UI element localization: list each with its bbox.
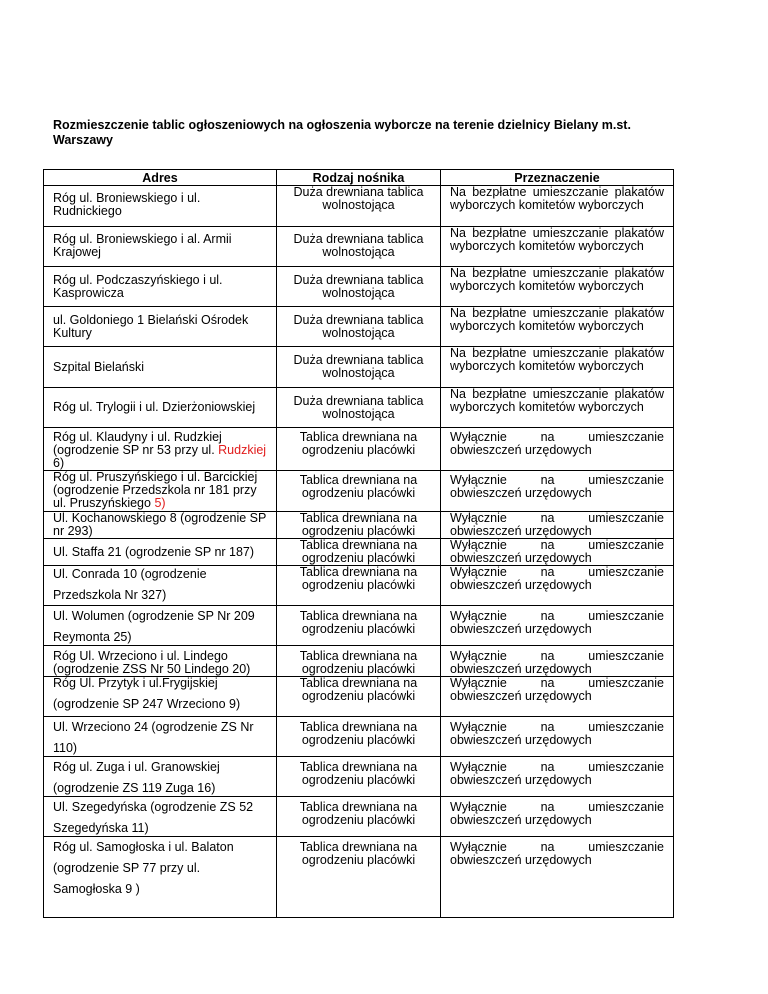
table-row <box>44 757 674 797</box>
purpose-cell: Wyłącznie na umieszczanie obwieszczeń urzędowych <box>441 837 674 918</box>
table-row <box>44 227 674 267</box>
purpose-cell: Na bezpłatne umieszczanie plakatów wyborczych komitetów wyborczych <box>441 388 674 428</box>
table-header-row <box>44 170 674 186</box>
purpose-cell: Wyłącznie na umieszczanie obwieszczeń urzędowych <box>441 566 674 606</box>
type-cell: Duża drewniana tablica wolnostojąca <box>277 267 441 307</box>
table-row <box>44 717 674 757</box>
address-cell: Róg ul. Podczaszyńskiego i ul. Kasprowicza <box>44 267 277 307</box>
type-cell: Tablica drewniana na ogrodzeniu placówki <box>277 512 441 539</box>
header-address: Adres <box>44 170 277 186</box>
purpose-cell: Wyłącznie na umieszczanie obwieszczeń urzędowych <box>441 757 674 797</box>
address-cell: Róg Ul. Przytyk i ul.Frygijskiej (ogrodzenie SP 247 Wrzeciono 9) <box>44 677 277 717</box>
type-cell: Duża drewniana tablica wolnostojąca <box>277 307 441 347</box>
purpose-cell: Na bezpłatne umieszczanie plakatów wyborczych komitetów wyborczych <box>441 227 674 267</box>
address-cell: Ul. Szegedyńska (ogrodzenie ZS 52 Szegedyńska 11) <box>44 797 277 837</box>
type-cell: Tablica drewniana na ogrodzeniu placówki <box>277 606 441 646</box>
address-cell: Ul. Staffa 21 (ogrodzenie SP nr 187) <box>44 539 277 566</box>
purpose-cell: Wyłącznie na umieszczanie obwieszczeń urzędowych <box>441 428 674 471</box>
type-cell: Tablica drewniana na ogrodzeniu placówki <box>277 837 441 918</box>
address-cell: ul. Goldoniego 1 Bielański Ośrodek Kultury <box>44 307 277 347</box>
purpose-cell: Wyłącznie na umieszczanie obwieszczeń urzędowych <box>441 717 674 757</box>
purpose-cell: Wyłącznie na umieszczanie obwieszczeń urzędowych <box>441 539 674 566</box>
type-cell: Duża drewniana tablica wolnostojąca <box>277 186 441 227</box>
table-row <box>44 388 674 428</box>
address-cell: Róg ul. Klaudyny i ul. Rudzkiej (ogrodzenie SP nr 53 przy ul. Rudzkiej 6) <box>44 428 277 471</box>
type-cell: Duża drewniana tablica wolnostojąca <box>277 388 441 428</box>
address-cell: Ul. Wolumen (ogrodzenie SP Nr 209 Reymonta 25) <box>44 606 277 646</box>
type-cell: Tablica drewniana na ogrodzeniu placówki <box>277 539 441 566</box>
notice-boards-table <box>43 169 674 918</box>
header-type: Rodzaj nośnika <box>277 170 441 186</box>
purpose-cell: Wyłącznie na umieszczanie obwieszczeń urzędowych <box>441 471 674 512</box>
table-row <box>44 347 674 388</box>
address-cell: Róg Ul. Wrzeciono i ul. Lindego (ogrodzenie ZSS Nr 50 Lindego 20) <box>44 646 277 677</box>
table-row <box>44 186 674 227</box>
table-row <box>44 646 674 677</box>
header-purpose: Przeznaczenie <box>441 170 674 186</box>
purpose-cell: Na bezpłatne umieszczanie plakatów wyborczych komitetów wyborczych <box>441 267 674 307</box>
table-row <box>44 471 674 512</box>
table-row <box>44 677 674 717</box>
highlighted-number: 5) <box>154 496 166 510</box>
purpose-cell: Na bezpłatne umieszczanie plakatów wyborczych komitetów wyborczych <box>441 347 674 388</box>
address-cell: Róg ul. Samogłoska i ul. Balaton (ogrodzenie SP 77 przy ul. Samogłoska 9 ) <box>44 837 277 918</box>
type-cell: Tablica drewniana na ogrodzeniu placówki <box>277 757 441 797</box>
address-cell: Ul. Conrada 10 (ogrodzenie Przedszkola Nr 327) <box>44 566 277 606</box>
purpose-cell: Wyłącznie na umieszczanie obwieszczeń urzędowych <box>441 606 674 646</box>
type-cell: Tablica drewniana na ogrodzeniu placówki <box>277 428 441 471</box>
table-row <box>44 606 674 646</box>
address-cell: Róg ul. Trylogii i ul. Dzierżoniowskiej <box>44 388 277 428</box>
purpose-cell: Wyłącznie na umieszczanie obwieszczeń urzędowych <box>441 512 674 539</box>
type-cell: Tablica drewniana na ogrodzeniu placówki <box>277 717 441 757</box>
type-cell: Tablica drewniana na ogrodzeniu placówki <box>277 646 441 677</box>
type-cell: Duża drewniana tablica wolnostojąca <box>277 347 441 388</box>
address-cell: Róg ul. Zuga i ul. Granowskiej (ogrodzenie ZS 119 Zuga 16) <box>44 757 277 797</box>
table-row <box>44 566 674 606</box>
type-cell: Tablica drewniana na ogrodzeniu placówki <box>277 566 441 606</box>
type-cell: Duża drewniana tablica wolnostojąca <box>277 227 441 267</box>
table-row <box>44 837 674 918</box>
table-row <box>44 307 674 347</box>
address-cell: Szpital Bielański <box>44 347 277 388</box>
table-row <box>44 428 674 471</box>
address-cell: Róg ul. Pruszyńskiego i ul. Barcickiej (ogrodzenie Przedszkola nr 181 przy ul. Pruszyńskiego 5) <box>44 471 277 512</box>
purpose-cell: Wyłącznie na umieszczanie obwieszczeń urzędowych <box>441 646 674 677</box>
type-cell: Tablica drewniana na ogrodzeniu placówki <box>277 677 441 717</box>
purpose-cell: Na bezpłatne umieszczanie plakatów wyborczych komitetów wyborczych <box>441 186 674 227</box>
table-row <box>44 267 674 307</box>
address-cell: Róg ul. Broniewskiego i ul. Rudnickiego <box>44 186 277 227</box>
document-title: Rozmieszczenie tablic ogłoszeniowych na ogłoszenia wyborcze na terenie dzielnicy Bielany m.st. Warszawy <box>53 118 631 147</box>
address-cell: Róg ul. Broniewskiego i al. Armii Krajowej <box>44 227 277 267</box>
address-cell: Ul. Wrzeciono 24 (ogrodzenie ZS Nr 110) <box>44 717 277 757</box>
type-cell: Tablica drewniana na ogrodzeniu placówki <box>277 471 441 512</box>
highlighted-street: Rudzkiej <box>218 443 267 457</box>
type-cell: Tablica drewniana na ogrodzeniu placówki <box>277 797 441 837</box>
table-row <box>44 797 674 837</box>
purpose-cell: Wyłącznie na umieszczanie obwieszczeń urzędowych <box>441 797 674 837</box>
purpose-cell: Na bezpłatne umieszczanie plakatów wyborczych komitetów wyborczych <box>441 307 674 347</box>
purpose-cell: Wyłącznie na umieszczanie obwieszczeń urzędowych <box>441 677 674 717</box>
address-cell: Ul. Kochanowskiego 8 (ogrodzenie SP nr 293) <box>44 512 277 539</box>
table-row <box>44 512 674 539</box>
table-row <box>44 539 674 566</box>
